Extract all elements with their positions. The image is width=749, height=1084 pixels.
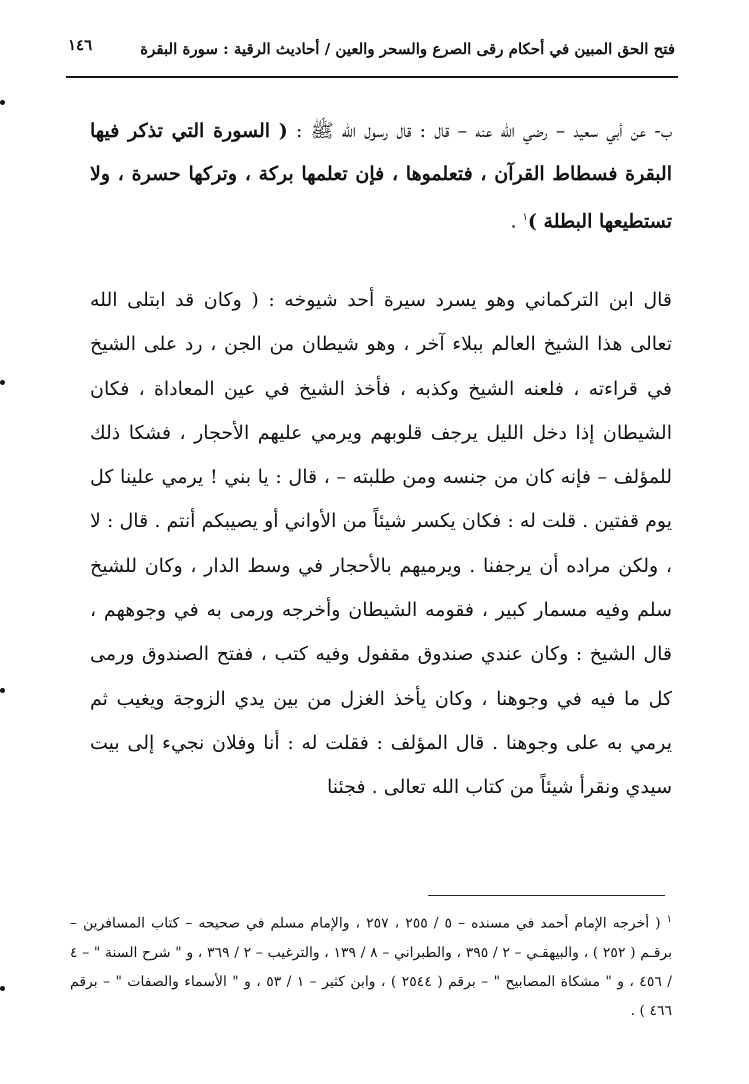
running-header: فتح الحق المبين في أحكام رقى الصرع والسحر والعين / أحاديث الرقية : سورة البقرة: [140, 40, 675, 58]
margin-dot: [0, 380, 5, 385]
footnote-text: ( أخرجه الإمام أحمد في مسنده – ٥ / ٢٥٥ ، ٢٥٧ ، والإمام مسلم في صحيحه – كتاب المسافرين – برقـم ( ٢٥٢ ) ، والبيهقـي – ٢ / ٣٩٥ ، والطبراني – ٨ / ١٣٩ ، والترغيب – ٢ / ٣٦٩ ، و " شرح السنة " – ٤ / ٤٥٦ ، و " مشكاة المصابيح " – برقم ( ٢٥٤٤ ) ، وابن كثير – ١ / ٥٣ ، و " الأسماء والصفات " – برقم ٤٦٦ ) .: [70, 915, 673, 1019]
footnote: [70, 905, 672, 1026]
footnote-ref[interactable]: ١: [522, 212, 528, 223]
page-number: ١٤٦: [68, 36, 93, 54]
hadith-quote: ( السورة التي تذكر فيها البقرة فسطاط القرآن ، فتعلموها ، فإن تعلمها بركة ، وتركها حسرة ، ولا تستطيعها البطلة ): [90, 120, 672, 233]
margin-dot: [0, 688, 5, 693]
margin-dot: [0, 100, 5, 105]
footnote-rule: [428, 895, 665, 896]
hadith-paragraph: [90, 110, 672, 243]
header-rule: [66, 76, 678, 78]
narrative-paragraph: قال ابن التركماني وهو يسرد سيرة أحد شيوخه : ( وكان قد ابتلى الله تعالى هذا الشيخ العالم ببلاء آخر ، وهو شيطان من الجن ، رد على الشيخ في قراءته ، فلعنه الشيخ وكذبه ، فأخذ الشيخ في عين المعاداة ، فكان الشيطان إذا دخل الليل يرجف قلوبهم ويرمي عليهم الأحجار ، فشكا ذلك للمؤلف – فإنه كان من جنسه ومن طلبته – ، قال : يا بني ! يرمي علينا كل يوم قفتين . قلت له : فكان يكسر شيئاً من الأواني أو يصيبكم أنتم . قال : لا ، ولكن مراده أن يرجفنا . ويرميهم بالأحجار في وسط الدار ، وكان للشيخ سلم وفيه مسمار كبير ، فقومه الشيطان وأخرجه ورمى به في وجوههم ، قال الشيخ : وكان عندي صندوق مقفول وفيه كتب ، ففتح الصندوق ورمى كل ما فيه في وجوهنا ، وكان يأخذ الغزل من بين يدي الزوجة ويغيب ثم يرمي به على وجوهنا . قال المؤلف : فقلت له : أنا وفلان نجيء إلى بيت سيدي ونقرأ شيئاً من كتاب الله تعالى . فجئنا: [90, 289, 672, 799]
hadith-end: .: [510, 210, 517, 233]
hadith-lead: ب- عن أبي سعيد – رضي الله عنه – قال : قال رسول الله ﷺ :: [295, 120, 672, 142]
footnote-marker: ١: [666, 914, 673, 925]
margin-dot: [0, 986, 5, 991]
